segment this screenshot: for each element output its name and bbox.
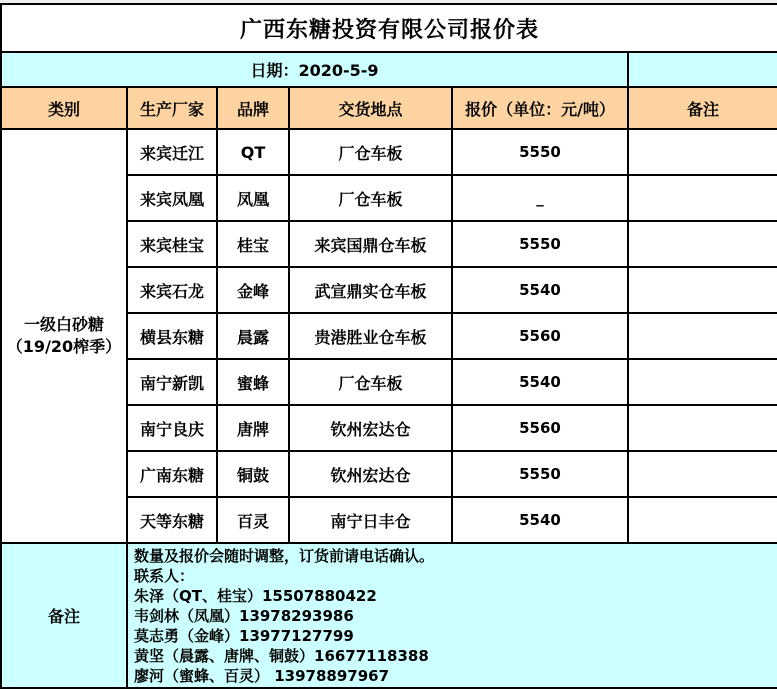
note-cell (628, 175, 777, 221)
column-header-delivery-location: 交货地点 (289, 87, 452, 129)
location-cell: 钦州宏达仓 (289, 451, 452, 497)
footer-note-line: 数量及报价会随时调整，订货前请电话确认。 (134, 546, 435, 565)
factory-cell: 横县东糖 (127, 313, 217, 359)
column-header-category: 类别 (1, 87, 127, 129)
date-row-empty-cell (628, 52, 777, 87)
note-cell (628, 313, 777, 359)
brand-cell: 蜜蜂 (217, 359, 289, 405)
date-cell: 日期：2020-5-9 (1, 52, 628, 87)
location-cell: 厂仓车板 (289, 359, 452, 405)
category-line1: 一级白砂糖 (23, 315, 104, 334)
quotation-table (0, 3, 777, 689)
location-cell: 厂仓车板 (289, 175, 452, 221)
footer-note-line: 韦剑林（凤凰）13978293986 (134, 606, 354, 625)
footer-note-line: 联系人： (134, 566, 195, 585)
factory-cell: 南宁良庆 (127, 405, 217, 451)
factory-cell: 来宾石龙 (127, 267, 217, 313)
factory-cell: 来宾凤凰 (127, 175, 217, 221)
price-cell: 5540 (452, 359, 628, 405)
column-header-price: 报价（单位：元/吨） (452, 87, 628, 129)
date-row (1, 52, 777, 87)
category-cell (1, 129, 127, 543)
footer-note-line: 莫志勇（金峰）13977127799 (134, 626, 354, 645)
footer-note-line: 廖河（蜜蜂、百灵） 13978897967 (134, 666, 390, 685)
footer-label: 备注 (1, 543, 127, 688)
footer-notes (127, 543, 777, 688)
note-cell (628, 359, 777, 405)
price-cell: _ (452, 175, 628, 221)
note-cell (628, 451, 777, 497)
price-cell: 5560 (452, 313, 628, 359)
price-cell: 5550 (452, 129, 628, 175)
table-row (1, 129, 777, 175)
location-cell: 钦州宏达仓 (289, 405, 452, 451)
price-cell: 5540 (452, 267, 628, 313)
note-cell (628, 221, 777, 267)
title-row (1, 4, 777, 52)
category-line2: （19/20榨季） (6, 337, 122, 356)
brand-cell: QT (217, 129, 289, 175)
factory-cell: 天等东糖 (127, 497, 217, 543)
note-cell (628, 405, 777, 451)
column-header-manufacturer: 生产厂家 (127, 87, 217, 129)
price-cell: 5550 (452, 451, 628, 497)
note-cell (628, 129, 777, 175)
note-cell (628, 267, 777, 313)
factory-cell: 广南东糖 (127, 451, 217, 497)
location-cell: 来宾国鼎仓车板 (289, 221, 452, 267)
location-cell: 武宣鼎实仓车板 (289, 267, 452, 313)
header-row (1, 87, 777, 129)
price-cell: 5550 (452, 221, 628, 267)
brand-cell: 金峰 (217, 267, 289, 313)
brand-cell: 铜鼓 (217, 451, 289, 497)
price-cell: 5540 (452, 497, 628, 543)
column-header-brand: 品牌 (217, 87, 289, 129)
footer-note-line: 黄坚（晨露、唐牌、铜鼓）16677118388 (134, 646, 429, 665)
brand-cell: 桂宝 (217, 221, 289, 267)
price-cell: 5560 (452, 405, 628, 451)
factory-cell: 来宾桂宝 (127, 221, 217, 267)
page-title: 广西东糖投资有限公司报价表 (1, 4, 777, 52)
location-cell: 南宁日丰仓 (289, 497, 452, 543)
footer-note-line: 朱泽（QT、桂宝）15507880422 (134, 586, 377, 605)
note-cell (628, 497, 777, 543)
factory-cell: 来宾迁江 (127, 129, 217, 175)
brand-cell: 晨露 (217, 313, 289, 359)
footer-row (1, 543, 777, 688)
brand-cell: 百灵 (217, 497, 289, 543)
brand-cell: 唐牌 (217, 405, 289, 451)
brand-cell: 凤凰 (217, 175, 289, 221)
factory-cell: 南宁新凯 (127, 359, 217, 405)
location-cell: 贵港胜业仓车板 (289, 313, 452, 359)
location-cell: 厂仓车板 (289, 129, 452, 175)
column-header-remarks: 备注 (628, 87, 777, 129)
